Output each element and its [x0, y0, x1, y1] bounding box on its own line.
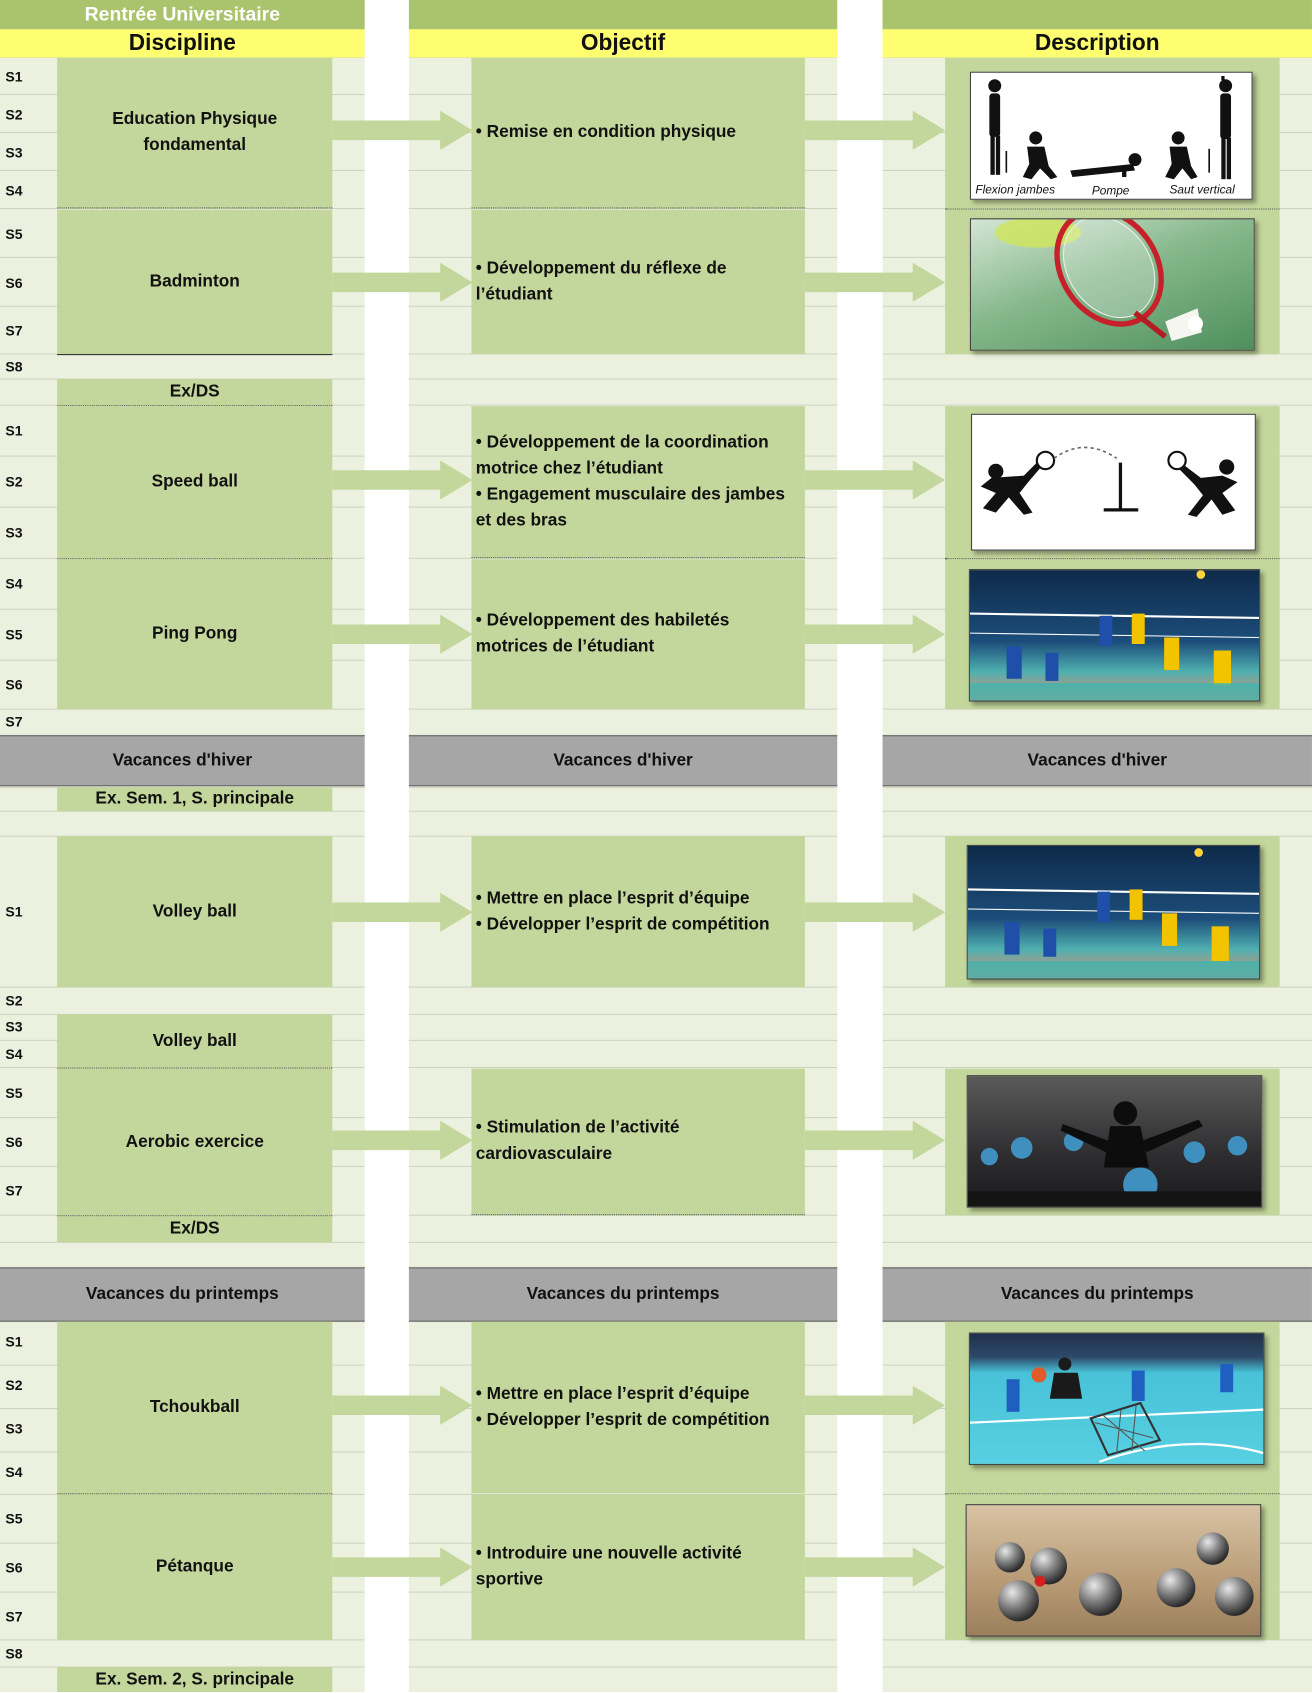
week-label: S7	[5, 1182, 23, 1199]
discipline-label: Pétanque	[155, 1557, 234, 1576]
discipline-speed-ball	[57, 406, 332, 559]
objectif-aerobic	[471, 1069, 804, 1216]
objectif-speed-ball	[471, 406, 804, 558]
week-label: S1	[5, 422, 23, 439]
discipline-ping-pong	[57, 559, 332, 709]
band-vacances-printemps-objectif: Vacances du printemps	[409, 1267, 837, 1321]
photo-tchoukball	[969, 1333, 1265, 1465]
week-label: S5	[5, 1084, 23, 1102]
week-label: S3	[5, 1420, 23, 1437]
photo-badminton	[970, 218, 1255, 350]
objectif-bullet: • Développement des habiletés motrices de l’étudiant	[475, 611, 730, 656]
week-label: S5	[5, 1510, 23, 1527]
speed-ball-players-icon	[972, 415, 1255, 550]
week-label: S4	[5, 1463, 23, 1481]
discipline-label: Education Physique fondamental	[112, 109, 278, 155]
objectif-bullet: • Remise en condition physique	[475, 122, 737, 142]
objectif-petanque	[471, 1494, 804, 1640]
volley-players-icon	[968, 846, 1259, 978]
objectif-bullet: • Développer l’esprit de compétition	[475, 914, 770, 934]
exam-label: Ex. Sem. 1, S. principale	[95, 789, 295, 808]
arrow-icon	[805, 1386, 945, 1425]
objectif-bullet: • Engagement musculaire des jambes et des bras	[475, 484, 786, 530]
week-label: S5	[5, 225, 23, 243]
week-label: S3	[5, 144, 23, 161]
caption-flexion: Flexion jambes	[975, 182, 1056, 197]
volley-players-icon	[970, 570, 1259, 700]
arrow-icon	[332, 1386, 472, 1425]
exam-ds-1	[57, 379, 332, 406]
arrow-icon	[332, 615, 472, 654]
exam-label: Ex/DS	[169, 382, 220, 401]
objectif-bullet: • Développement de la coordination motrice chez l’étudiant	[475, 432, 769, 478]
tchoukball-frame-icon	[970, 1334, 1263, 1464]
week-label: S3	[5, 1018, 23, 1035]
arrow-icon	[332, 263, 472, 302]
arrow-icon	[332, 1548, 472, 1587]
arrow-icon	[805, 263, 945, 302]
petanque-boules-icon	[967, 1505, 1260, 1635]
week-label: S7	[5, 713, 23, 730]
description-header: Description	[883, 29, 1312, 57]
week-label: S5	[5, 626, 23, 643]
objectif-ping-pong	[471, 559, 804, 709]
arrow-icon	[805, 1548, 945, 1587]
objectif-bullet: • Développement du réflexe de l’étudiant	[475, 259, 727, 304]
band-vacances-hiver-discipline: Vacances d'hiver	[0, 735, 365, 786]
objectif-title-bar	[409, 0, 837, 29]
week-label: S6	[5, 274, 23, 292]
week-label: S1	[5, 68, 23, 85]
band-vacances-printemps-description: Vacances du printemps	[883, 1267, 1312, 1321]
discipline-badminton	[57, 210, 332, 356]
rentree-title: Rentrée Universitaire	[0, 0, 365, 29]
discipline-volley-ball-2	[57, 1014, 332, 1068]
arrow-icon	[332, 893, 472, 932]
arrow-icon	[332, 111, 472, 150]
arrow-icon	[805, 111, 945, 150]
objectif-volley-ball	[471, 836, 804, 987]
discipline-label: Tchoukball	[149, 1397, 240, 1417]
week-label: S3	[5, 524, 23, 541]
photo-petanque	[966, 1504, 1262, 1636]
badminton-racket-icon	[971, 219, 1254, 349]
discipline-volley-ball-1	[57, 836, 332, 987]
week-label: S7	[5, 322, 23, 339]
exam-label: Ex. Sem. 2, S. principale	[95, 1669, 295, 1689]
discipline-label: Volley ball	[152, 901, 237, 921]
week-label: S2	[5, 106, 23, 123]
week-label: S4	[5, 182, 23, 199]
week-label: S4	[5, 575, 23, 592]
week-label: S6	[5, 1133, 23, 1151]
objectif-education-physique	[471, 58, 804, 209]
arrow-icon	[332, 460, 472, 499]
objectif-badminton	[471, 210, 804, 354]
objectif-bullet: • Introduire une nouvelle activité sportive	[475, 1544, 742, 1589]
objectif-bullet: • Développer l’esprit de compétition	[475, 1410, 770, 1430]
discipline-label: Volley ball	[152, 1031, 237, 1050]
discipline-label: Speed ball	[151, 472, 238, 491]
week-label: S2	[5, 992, 23, 1009]
week-label: S1	[5, 1333, 23, 1350]
discipline-education-physique	[57, 58, 332, 209]
description-title-bar	[883, 0, 1312, 29]
week-label: S4	[5, 1045, 23, 1063]
arrow-icon	[332, 1121, 472, 1160]
exam-ds-2	[57, 1216, 332, 1242]
band-vacances-printemps-discipline: Vacances du printemps	[0, 1267, 365, 1321]
objectif-bullet: • Mettre en place l’esprit d’équipe	[475, 1384, 750, 1404]
discipline-label: Aerobic exercice	[125, 1132, 264, 1151]
arrow-icon	[805, 1121, 945, 1160]
week-label: S6	[5, 1559, 23, 1576]
photo-aerobic	[967, 1075, 1263, 1207]
caption-pompe: Pompe	[1091, 183, 1130, 198]
objectif-bullet: • Mettre en place l’esprit d’équipe	[475, 888, 750, 908]
week-label: S7	[5, 1608, 23, 1625]
arrow-icon	[805, 893, 945, 932]
week-label: S8	[5, 358, 23, 375]
discipline-label: Badminton	[149, 272, 240, 291]
photo-speed-ball	[971, 414, 1256, 551]
band-vacances-hiver-description: Vacances d'hiver	[883, 735, 1312, 786]
discipline-header: Discipline	[0, 29, 365, 57]
exam-label: Ex/DS	[169, 1219, 220, 1239]
objectif-header: Objectif	[409, 29, 837, 57]
exercise-silhouettes-icon	[971, 73, 1252, 199]
week-label: S1	[5, 903, 23, 920]
objectif-bullet: • Stimulation de l’activité cardiovasculaire	[475, 1118, 680, 1164]
discipline-petanque	[57, 1494, 332, 1640]
caption-saut: Saut vertical	[1169, 182, 1235, 197]
photo-volley-ball	[967, 845, 1260, 980]
discipline-tchoukball	[57, 1322, 332, 1495]
photo-exercices-physiques	[970, 72, 1253, 200]
arrow-icon	[805, 615, 945, 654]
arrow-icon	[805, 460, 945, 499]
week-label: S6	[5, 676, 23, 693]
week-label: S8	[5, 1645, 23, 1662]
discipline-label: Ping Pong	[152, 624, 238, 643]
photo-ping-pong	[969, 569, 1260, 701]
exam-sem-2	[57, 1667, 332, 1692]
exam-sem-1	[57, 787, 332, 811]
objectif-tchoukball	[471, 1322, 804, 1494]
discipline-aerobic	[57, 1069, 332, 1217]
week-label: S2	[5, 473, 23, 490]
week-label: S2	[5, 1377, 23, 1394]
band-vacances-hiver-objectif: Vacances d'hiver	[409, 735, 837, 786]
aerobic-class-icon	[968, 1076, 1261, 1206]
